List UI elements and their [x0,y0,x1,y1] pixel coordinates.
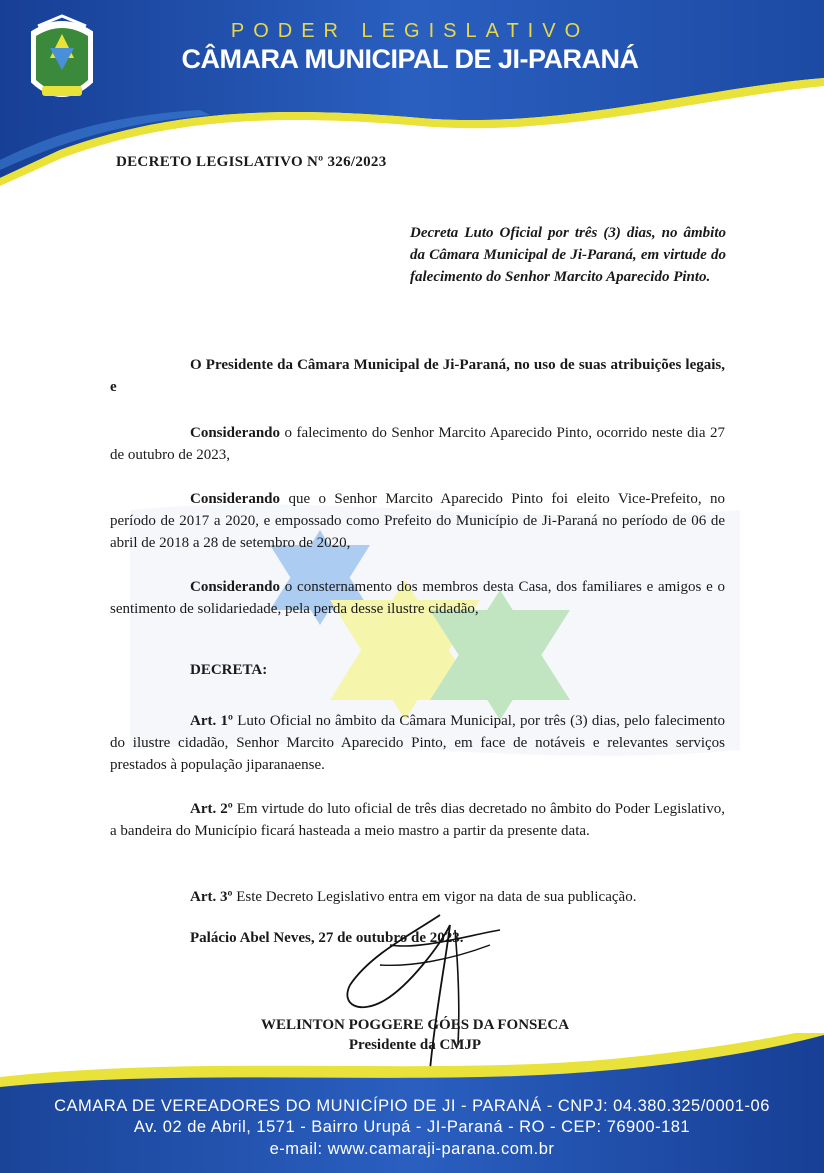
preamble: O Presidente da Câmara Municipal de Ji-Paraná, no uso de suas atribuições legais, e [110,357,725,395]
header-title: CÂMARA MUNICIPAL DE JI-PARANÁ [181,44,639,74]
article-text: Luto Oficial no âmbito da Câmara Municipal, por três (3) dias, pelo falecimento do ilustre cidadão, Senhor Marcito Aparecido Pinto, em face de notáveis e relevantes serviços prestados à população jiparanaense. [110,713,725,773]
considerando-1 [110,422,725,466]
place-date: Palácio Abel Neves, 27 de outubro de 2023. [190,930,464,946]
considerando-lead: Considerando [190,425,281,441]
article-1 [110,710,725,776]
article-text: Este Decreto Legislativo entra em vigor na data de sua publicação. [232,889,637,905]
article-label: Art. 2º [190,801,233,817]
article-2 [110,798,725,842]
header-subtitle: PODER LEGISLATIVO [230,20,590,42]
article-label: Art. 3º [190,889,233,905]
article-text: Em virtude do luto oficial de três dias decretado no âmbito do Poder Legislativo, a bandeira do Município ficará hasteada a meio mastro a partir da presente data. [110,801,725,839]
article-label: Art. 1º [190,713,233,729]
signer-name: WELINTON POGGERE GÓES DA FONSECA [260,1017,570,1033]
considerando-text: que o Senhor Marcito Aparecido Pinto foi eleito Vice-Prefeito, no período de 2017 a 2020, e empossado como Prefeito do Município de Ji-Paraná no período de 06 de abril de 2018 a 28 de setembro de 2020, [110,491,725,551]
footer-email: e-mail: www.camaraji-parana.com.br [269,1140,555,1158]
considerando-lead: Considerando [190,491,281,507]
considerando-text: o consternamento dos membros desta Casa, dos familiares e amigos e o sentimento de solidariedade, pela perda desse ilustre cidadão, [110,579,725,617]
decree-title: DECRETO LEGISLATIVO Nº 326/2023 [116,154,387,170]
considerando-lead: Considerando [190,579,281,595]
decree-summary: Decreta Luto Oficial por três (3) dias, no âmbito da Câmara Municipal de Ji-Paraná, em virtude do falecimento do Senhor Marcito Aparecido Pinto. [410,225,726,285]
decreta-heading: DECRETA: [190,662,268,678]
footer-address: Av. 02 de Abril, 1571 - Bairro Urupá - JI-Paraná - RO - CEP: 76900-181 [133,1118,691,1136]
considerando-text: o falecimento do Senhor Marcito Aparecido Pinto, ocorrido neste dia 27 de outubro de 2023, [110,425,725,463]
coat-of-arms-logo [22,12,102,112]
signer-role: Presidente da CMJP [348,1037,482,1053]
considerando-3 [110,576,725,620]
footer-institution: CAMARA DE VEREADORES DO MUNICÍPIO DE JI - PARANÁ - CNPJ: 04.380.325/0001-06 [54,1097,770,1115]
considerando-2 [110,488,725,554]
